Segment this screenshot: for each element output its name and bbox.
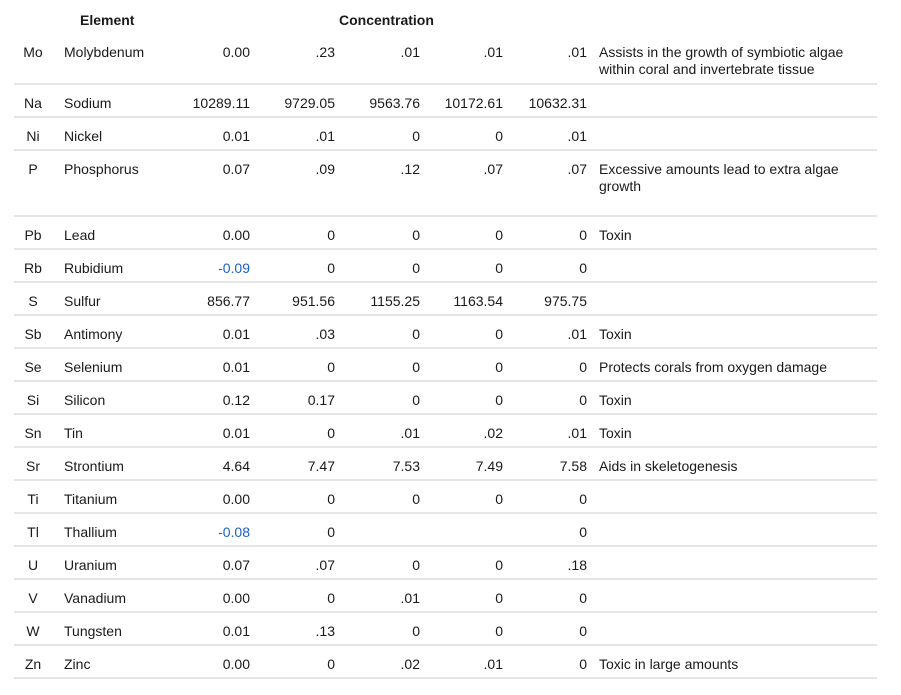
concentration-value-1: 0.00 (170, 579, 250, 612)
element-name: Vanadium (52, 579, 170, 612)
concentration-value-3: 1155.25 (335, 282, 420, 315)
table-row (14, 216, 877, 249)
concentration-value-2: 0 (250, 579, 335, 612)
concentration-value-3: 7.53 (335, 447, 420, 480)
concentration-value-2: 0 (250, 480, 335, 513)
concentration-value-2: 0 (250, 645, 335, 678)
concentration-value-5: 10632.31 (503, 84, 587, 117)
table-row (14, 579, 877, 612)
element-note: Toxin (587, 315, 877, 348)
concentration-value-1: -0.08 (170, 513, 250, 546)
element-symbol: Zn (14, 645, 52, 678)
table-row (14, 348, 877, 381)
element-symbol: Se (14, 348, 52, 381)
concentration-value-5: 0 (503, 645, 587, 678)
concentration-value-2: .23 (250, 34, 335, 84)
concentration-value-1: 0.00 (170, 480, 250, 513)
element-name: Silicon (52, 381, 170, 414)
element-name: Sodium (52, 84, 170, 117)
table-row (14, 645, 877, 678)
element-symbol: Rb (14, 249, 52, 282)
concentration-value-2: 9729.05 (250, 84, 335, 117)
element-symbol: Na (14, 84, 52, 117)
concentration-value-4: 0 (420, 249, 503, 282)
element-symbol: Sn (14, 414, 52, 447)
concentration-value-1: 0.07 (170, 546, 250, 579)
concentration-value-2: .01 (250, 117, 335, 150)
element-symbol: Sb (14, 315, 52, 348)
element-name: Tungsten (52, 612, 170, 645)
concentration-table (14, 34, 877, 679)
concentration-value-3: 0 (335, 348, 420, 381)
element-symbol: Ti (14, 480, 52, 513)
concentration-value-2: 7.47 (250, 447, 335, 480)
concentration-value-1: 10289.11 (170, 84, 250, 117)
element-name: Nickel (52, 117, 170, 150)
concentration-value-1: 0.01 (170, 315, 250, 348)
element-note: Assists in the growth of symbiotic algae within coral and invertebrate tissue (587, 34, 877, 84)
element-note (587, 117, 877, 150)
concentration-value-3: 0 (335, 546, 420, 579)
table-body (14, 34, 877, 678)
element-name: Titanium (52, 480, 170, 513)
concentration-value-5: 0 (503, 348, 587, 381)
concentration-value-5: .01 (503, 34, 587, 84)
concentration-value-1: 856.77 (170, 282, 250, 315)
concentration-value-5: 0 (503, 579, 587, 612)
element-symbol: P (14, 150, 52, 216)
element-name: Zinc (52, 645, 170, 678)
concentration-value-1: 0.12 (170, 381, 250, 414)
element-name: Sulfur (52, 282, 170, 315)
element-symbol: S (14, 282, 52, 315)
element-name: Thallium (52, 513, 170, 546)
concentration-value-5: 0 (503, 249, 587, 282)
table-row (14, 414, 877, 447)
concentration-value-5: .01 (503, 414, 587, 447)
concentration-value-2: 0 (250, 414, 335, 447)
concentration-value-5: 975.75 (503, 282, 587, 315)
concentration-column-header: Concentration (339, 12, 434, 28)
concentration-value-2: .13 (250, 612, 335, 645)
element-symbol: V (14, 579, 52, 612)
concentration-value-1: 0.01 (170, 414, 250, 447)
concentration-value-1: 0.01 (170, 117, 250, 150)
concentration-value-1: 0.00 (170, 645, 250, 678)
table-row (14, 513, 877, 546)
element-symbol: Mo (14, 34, 52, 84)
concentration-value-5: 0 (503, 513, 587, 546)
concentration-value-4 (420, 513, 503, 546)
element-name: Selenium (52, 348, 170, 381)
element-symbol: Ni (14, 117, 52, 150)
concentration-value-3 (335, 513, 420, 546)
table-row (14, 447, 877, 480)
concentration-value-3: .12 (335, 150, 420, 216)
element-name: Uranium (52, 546, 170, 579)
concentration-value-3: 0 (335, 480, 420, 513)
element-note: Toxin (587, 414, 877, 447)
element-symbol: U (14, 546, 52, 579)
concentration-value-3: .01 (335, 414, 420, 447)
element-note (587, 282, 877, 315)
element-name: Rubidium (52, 249, 170, 282)
table-row (14, 249, 877, 282)
table-row (14, 315, 877, 348)
table-row (14, 612, 877, 645)
concentration-value-4: .07 (420, 150, 503, 216)
concentration-value-3: 0 (335, 249, 420, 282)
concentration-value-4: 0 (420, 348, 503, 381)
element-symbol: Pb (14, 216, 52, 249)
concentration-value-4: 0 (420, 612, 503, 645)
concentration-value-1: -0.09 (170, 249, 250, 282)
table-row (14, 480, 877, 513)
concentration-value-2: .09 (250, 150, 335, 216)
element-name: Strontium (52, 447, 170, 480)
element-note (587, 513, 877, 546)
concentration-value-4: 0 (420, 216, 503, 249)
table-row (14, 381, 877, 414)
concentration-value-4: 0 (420, 480, 503, 513)
concentration-value-3: 0 (335, 315, 420, 348)
concentration-value-2: 0 (250, 216, 335, 249)
concentration-value-5: .01 (503, 117, 587, 150)
element-note: Aids in skeletogenesis (587, 447, 877, 480)
concentration-value-4: .01 (420, 34, 503, 84)
concentration-value-2: 0 (250, 249, 335, 282)
concentration-value-4: 0 (420, 546, 503, 579)
element-note: Toxin (587, 216, 877, 249)
table-row (14, 34, 877, 84)
concentration-value-5: 7.58 (503, 447, 587, 480)
element-symbol: W (14, 612, 52, 645)
concentration-value-5: .01 (503, 315, 587, 348)
concentration-value-2: 951.56 (250, 282, 335, 315)
table-row (14, 546, 877, 579)
concentration-value-3: 0 (335, 216, 420, 249)
element-name: Tin (52, 414, 170, 447)
concentration-value-1: 0.01 (170, 348, 250, 381)
table-row (14, 282, 877, 315)
concentration-value-5: 0 (503, 612, 587, 645)
table-row (14, 117, 877, 150)
element-note (587, 579, 877, 612)
concentration-value-4: .01 (420, 645, 503, 678)
concentration-value-4: 10172.61 (420, 84, 503, 117)
element-note: Toxic in large amounts (587, 645, 877, 678)
concentration-value-2: 0 (250, 348, 335, 381)
concentration-value-1: 0.00 (170, 216, 250, 249)
concentration-value-1: 0.00 (170, 34, 250, 84)
concentration-value-2: .03 (250, 315, 335, 348)
element-note (587, 480, 877, 513)
concentration-value-4: 0 (420, 579, 503, 612)
element-note (587, 249, 877, 282)
element-note (587, 546, 877, 579)
concentration-value-1: 0.07 (170, 150, 250, 216)
concentration-value-3: .01 (335, 579, 420, 612)
element-note (587, 84, 877, 117)
element-note: Toxin (587, 381, 877, 414)
concentration-value-5: 0 (503, 480, 587, 513)
concentration-value-4: 0 (420, 117, 503, 150)
concentration-value-5: 0 (503, 216, 587, 249)
concentration-value-2: 0.17 (250, 381, 335, 414)
element-name: Antimony (52, 315, 170, 348)
concentration-value-1: 4.64 (170, 447, 250, 480)
concentration-value-3: 0 (335, 381, 420, 414)
element-note (587, 612, 877, 645)
element-note: Excessive amounts lead to extra algae growth (587, 150, 877, 216)
concentration-value-3: 0 (335, 612, 420, 645)
concentration-value-3: .02 (335, 645, 420, 678)
concentration-value-3: .01 (335, 34, 420, 84)
element-column-header: Element (80, 12, 135, 28)
concentration-value-5: .07 (503, 150, 587, 216)
element-symbol: Tl (14, 513, 52, 546)
element-name: Lead (52, 216, 170, 249)
element-name: Phosphorus (52, 150, 170, 216)
concentration-value-4: 0 (420, 381, 503, 414)
concentration-value-4: 0 (420, 315, 503, 348)
element-symbol: Sr (14, 447, 52, 480)
element-note: Protects corals from oxygen damage (587, 348, 877, 381)
table-row (14, 150, 877, 216)
concentration-value-5: 0 (503, 381, 587, 414)
concentration-value-3: 0 (335, 117, 420, 150)
concentration-value-4: 7.49 (420, 447, 503, 480)
concentration-value-4: 1163.54 (420, 282, 503, 315)
concentration-value-2: .07 (250, 546, 335, 579)
concentration-value-2: 0 (250, 513, 335, 546)
element-name: Molybdenum (52, 34, 170, 84)
concentration-value-3: 9563.76 (335, 84, 420, 117)
concentration-value-5: .18 (503, 546, 587, 579)
element-symbol: Si (14, 381, 52, 414)
table-row (14, 84, 877, 117)
concentration-value-4: .02 (420, 414, 503, 447)
concentration-value-1: 0.01 (170, 612, 250, 645)
